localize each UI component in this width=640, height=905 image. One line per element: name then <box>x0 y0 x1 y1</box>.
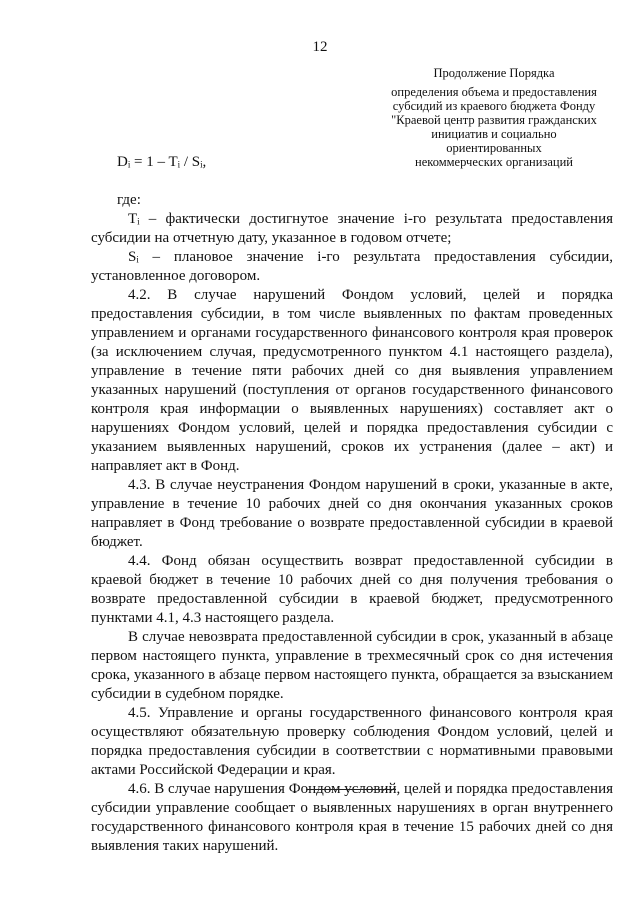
annex-line: некоммерческих организаций <box>415 155 573 169</box>
annex-title: Продолжение Порядка <box>433 66 555 80</box>
formula: Dᵢ = 1 – Tᵢ / Sᵢ, <box>117 154 207 170</box>
end-separator-line <box>306 789 396 790</box>
where-label: где: <box>117 192 141 208</box>
annex-line: инициатив и социально ориентированных <box>431 127 557 155</box>
paragraph-4-2: 4.2. В случае нарушений Фондом условий, целей и порядка предоставления субсидии, в том числе выявленных по фактам проведенных управлением и органами государственного финансового контроля края проверок (за исключением случая, предусмотренного пунктом 4.1 настоящего раздела), управление в течение пяти рабочих дней со дня выявления управлением указанных нарушений (поступления от органов государственного финансового контроля края информации о выявленных нарушениях) составляет акт о нарушениях Фондом условий, целей и порядка предоставления субсидии с указанием выявленных нарушений, сроков их устранения (далее – акт) и направляет акт в Фонд. <box>91 287 613 474</box>
paragraph-4-6: 4.6. В случае нарушения Фондом условий, целей и порядка предоставления субсидии управление сообщает о выявленных нарушениях в орган внутреннего государственного финансового контроля края в течение 15 рабочих дней со дня выявления таких нарушений. <box>91 781 613 854</box>
page-number: 12 <box>312 39 328 55</box>
annex-line: "Краевой центр развития гражданских <box>391 113 597 127</box>
document-body <box>91 153 613 856</box>
annex-line: субсидий из краевого бюджета Фонду <box>392 99 596 113</box>
paragraph-4-5: 4.5. Управление и органы государственного финансового контроля края осуществляют обязательную проверку соблюдения Фондом условий, целей и порядка предоставления субсидии в соответствии с нормативными правовыми актами Российской Федерации и края. <box>91 705 613 778</box>
annex-line: определения объема и предоставления <box>391 85 597 99</box>
paragraph-4-4-second: В случае невозврата предоставленной субсидии в срок, указанный в абзаце первом настоящего пункта, управление в трехмесячный срок со дня истечения срока, указанного в абзаце первом настоящего пункта, обращается за взысканием субсидии в судебном порядке. <box>91 629 613 702</box>
definition-ti: Tᵢ – фактически достигнутое значение i-го результата предоставления субсидии на отчетную дату, указанное в годовом отчете; <box>91 211 613 246</box>
definition-si: Sᵢ – плановое значение i-го результата предоставления субсидии, установленное договором. <box>91 249 613 284</box>
paragraph-4-4: 4.4. Фонд обязан осуществить возврат предоставленной субсидии в краевой бюджет в течение 10 рабочих дней со дня получения требования о возврате предоставленной субсидии в краевой бюджет, предусмотренного пунктами 4.1, 4.3 настоящего раздела. <box>91 553 613 626</box>
paragraph-4-3: 4.3. В случае неустранения Фондом нарушений в сроки, указанные в акте, управление в течение 10 рабочих дней со дня окончания указанных сроков направляет в Фонд требование о возврате предоставленной субсидии в краевой бюджет. <box>91 477 613 550</box>
